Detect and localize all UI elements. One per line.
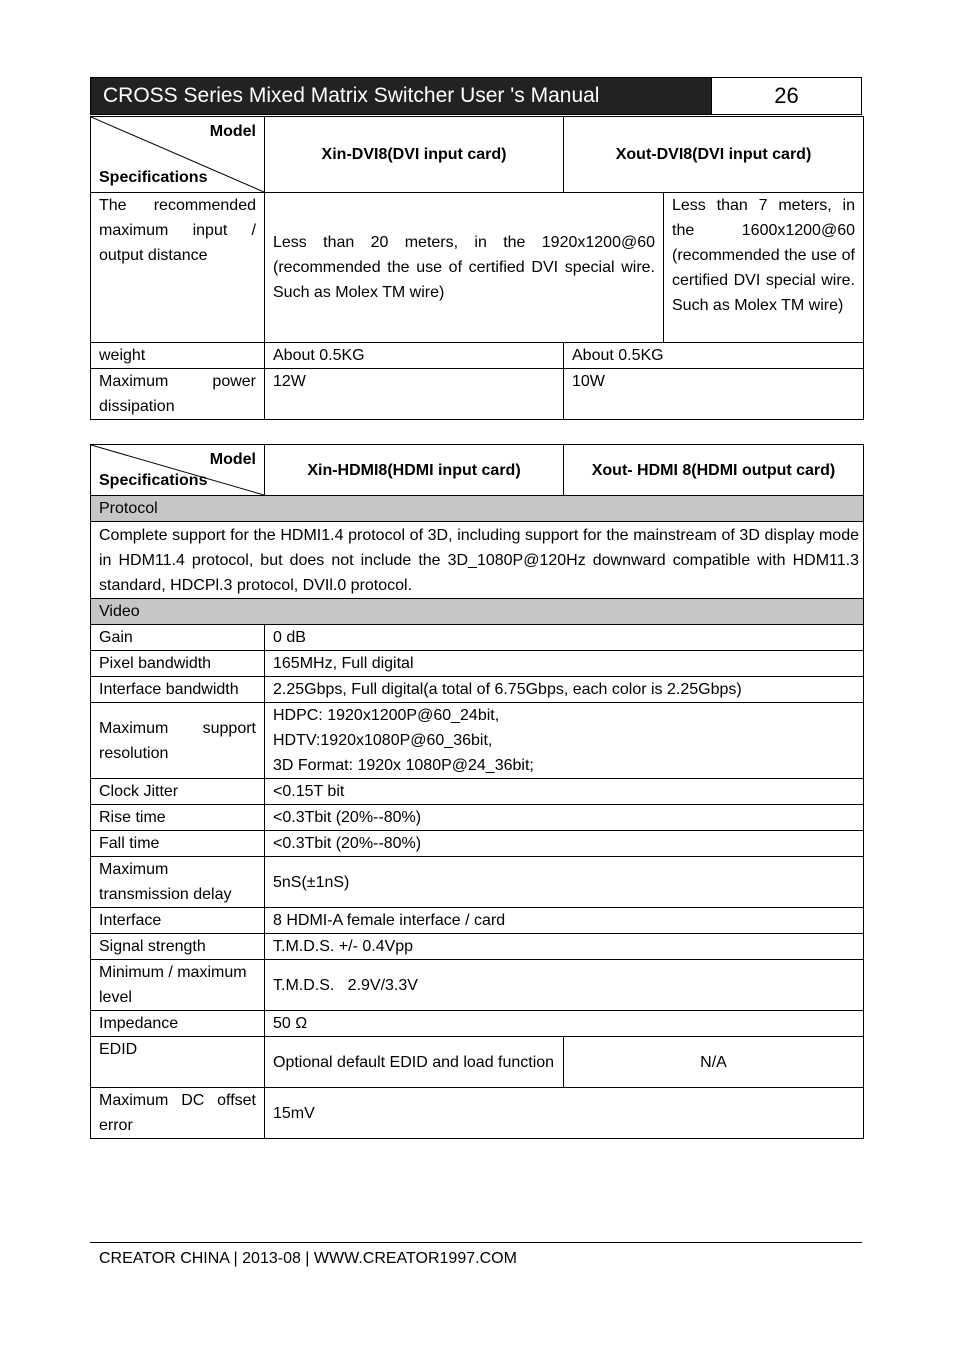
- cell-value: About 0.5KG: [265, 343, 564, 369]
- cell-value: 5nS(±1nS): [265, 857, 864, 908]
- page-number: 26: [711, 78, 861, 114]
- row-label: Signal strength: [91, 934, 265, 960]
- corner-model-label: Model: [209, 451, 256, 468]
- cell-value: About 0.5KG: [564, 343, 864, 369]
- cell-value: 165MHz, Full digital: [265, 651, 864, 677]
- row-label: Impedance: [91, 1011, 265, 1037]
- page-footer: CREATOR CHINA | 2013-08 | WWW.CREATOR1997.COM: [99, 1250, 517, 1267]
- resolution-line: 3D Format: 1920x 1080P@24_36bit;: [273, 757, 534, 774]
- resolution-line: HDTV:1920x1080P@60_36bit,: [273, 732, 493, 749]
- footer-divider: [90, 1242, 862, 1243]
- corner-specs-label: Specifications: [99, 169, 208, 186]
- row-label: Maximum support resolution: [91, 703, 265, 779]
- row-label: Maximum transmission delay: [91, 857, 265, 908]
- manual-title: CROSS Series Mixed Matrix Switcher User 's Manual: [91, 78, 711, 114]
- cell-value: 50 Ω: [265, 1011, 864, 1037]
- row-label: Gain: [91, 625, 265, 651]
- hdmi-spec-table: [90, 444, 864, 1139]
- cell-value: 0 dB: [265, 625, 864, 651]
- row-label: Pixel bandwidth: [91, 651, 265, 677]
- page-header: [90, 77, 862, 115]
- column-header: Xin-DVI8(DVI input card): [265, 117, 564, 193]
- cell-value: 2.25Gbps, Full digital(a total of 6.75Gbps, each color is 2.25Gbps): [265, 677, 864, 703]
- cell-value: 8 HDMI-A female interface / card: [265, 908, 864, 934]
- corner-specs-label: Specifications: [99, 472, 208, 489]
- column-header: Xout- HDMI 8(HDMI output card): [564, 445, 864, 496]
- cell-value: Less than 7 meters, in the 1600x1200@60 (recommended the use of certified DVI special wire. Such as Molex TM wire): [664, 193, 864, 343]
- row-label: Maximum DC offset error: [91, 1088, 265, 1139]
- cell-value: <0.3Tbit (20%--80%): [265, 805, 864, 831]
- row-label: weight: [91, 343, 265, 369]
- cell-value: Less than 20 meters, in the 1920x1200@60 (recommended the use of certified DVI special wire. Such as Molex TM wire): [265, 193, 664, 343]
- row-label: Interface bandwidth: [91, 677, 265, 703]
- row-label: Clock Jitter: [91, 779, 265, 805]
- corner-model-label: Model: [209, 123, 256, 140]
- row-label: Fall time: [91, 831, 265, 857]
- column-header: Xin-HDMI8(HDMI input card): [265, 445, 564, 496]
- protocol-description: Complete support for the HDMI1.4 protocol of 3D, including support for the mainstream of 3D display mode in HDM11.4 protocol, but does not include the 3D_1080P@120Hz downward compatible with HDM11.3 standard, HDCPl.3 protocol, DVIl.0 protocol.: [91, 522, 864, 599]
- row-label: Maximum power dissipation: [91, 369, 265, 420]
- cell-value: 15mV: [265, 1088, 864, 1139]
- cell-value: N/A: [564, 1037, 864, 1088]
- row-label: Rise time: [91, 805, 265, 831]
- section-band-protocol: Protocol: [91, 496, 864, 522]
- cell-value: [265, 703, 864, 779]
- section-band-video: Video: [91, 599, 864, 625]
- cell-value: T.M.D.S. +/- 0.4Vpp: [265, 934, 864, 960]
- resolution-line: HDPC: 1920x1200P@60_24bit,: [273, 707, 500, 724]
- table-corner: [91, 445, 265, 496]
- cell-value: <0.3Tbit (20%--80%): [265, 831, 864, 857]
- cell-value: <0.15T bit: [265, 779, 864, 805]
- row-label: EDID: [91, 1037, 265, 1088]
- cell-value: T.M.D.S. 2.9V/3.3V: [265, 960, 864, 1011]
- row-label: The recommended maximum input / output distance: [91, 193, 265, 343]
- table-corner: [91, 117, 265, 193]
- row-label: Minimum / maximum level: [91, 960, 265, 1011]
- column-header: Xout-DVI8(DVI input card): [564, 117, 864, 193]
- cell-value: 10W: [564, 369, 864, 420]
- cell-value: 12W: [265, 369, 564, 420]
- row-label: Interface: [91, 908, 265, 934]
- dvi-spec-table: [90, 116, 864, 420]
- cell-value: Optional default EDID and load function: [265, 1037, 564, 1088]
